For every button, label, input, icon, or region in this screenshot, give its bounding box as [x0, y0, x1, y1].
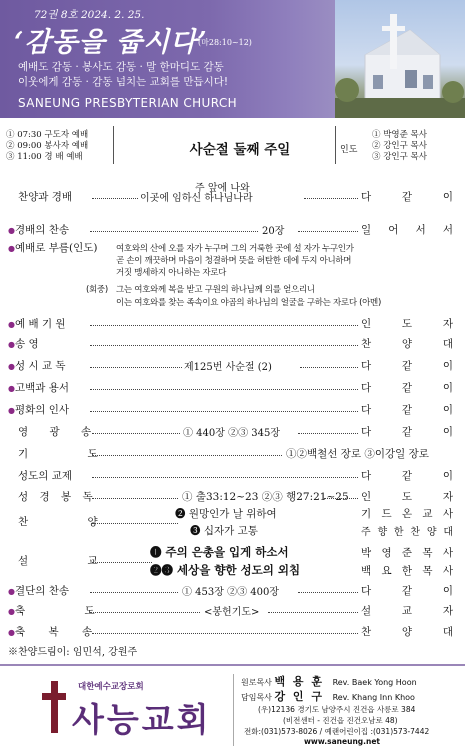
order-blessing-song — [8, 624, 456, 638]
bullet-icon: ● — [8, 244, 15, 253]
leader-dots — [90, 231, 258, 232]
divider — [335, 126, 336, 164]
senior-pastor — [241, 688, 415, 704]
order-performer: 다 같 이 — [361, 426, 453, 438]
pastor-role: 원로목사 — [241, 678, 272, 687]
bullet-icon: ● — [8, 362, 15, 371]
order-performer: 백 요 한 목 사 — [361, 565, 453, 577]
order-performer: 인 도 자 — [361, 491, 453, 503]
offering-prayer: <봉헌기도> — [204, 607, 260, 618]
leader-dots — [92, 498, 178, 499]
order-label: 성 경 봉 독 — [18, 491, 97, 503]
order-praise — [8, 189, 456, 203]
leader-dots — [92, 455, 282, 456]
order-performer: 주 향 한 찬 양 대 — [361, 527, 453, 538]
order-performer: 인 도 자 — [361, 318, 453, 330]
issue-info: 72권 8호 2024. 2. 25. — [34, 9, 145, 21]
order-label: 설 교 — [18, 555, 126, 567]
pastor-role: 담임목사 — [241, 693, 272, 702]
leader-dots — [92, 633, 358, 634]
church-website[interactable]: www.saneung.net — [304, 737, 381, 746]
order-doxology — [8, 336, 456, 350]
senior-pastor-emeritus — [241, 673, 417, 689]
praise-team-note: ※찬양드림이: 임민석, 강원주 — [8, 647, 138, 658]
anthem-2: ❸ 십자가 고통 — [190, 525, 258, 537]
sermon-title: 사순절 둘째 주일 — [189, 142, 291, 158]
leader-dots — [298, 592, 358, 593]
order-prayer — [8, 446, 456, 460]
anthem-performer-2 — [8, 523, 456, 537]
leader-dots — [90, 612, 200, 613]
leader-2: ② 강인구 목사 — [372, 141, 427, 151]
prayer-leaders: ①②백철선 장로 ③이강일 장로 — [286, 448, 429, 460]
pastor-english-name: Rev. Baek Yong Hoon — [332, 678, 417, 687]
leader-dots — [324, 498, 358, 499]
leader-dots — [90, 411, 358, 412]
leader-dots — [92, 477, 358, 478]
church-address: (우)12136 경기도 남양주시 진건읍 사릉로 384 — [258, 705, 416, 714]
motto-line-1: 예배도 감동 · 봉사도 감동 · 말 한마디도 감동 — [18, 61, 224, 73]
response-label: (회중) — [86, 285, 108, 295]
order-invocation — [8, 316, 456, 330]
order-label: 기 도 — [18, 448, 126, 460]
order-label: 성 시 교 독 — [14, 360, 66, 372]
pastor-english-name: Rev. Khang Inn Khoo — [332, 693, 415, 702]
bullet-icon: ● — [8, 607, 15, 616]
order-label: 축 복 송 — [14, 626, 103, 638]
sermon-2: ❷❸ 세상을 향한 성도의 외침 — [150, 563, 301, 577]
scripture-reference: ① 출33:12~23 ②③ 행27:21~25 — [182, 491, 349, 503]
response-text-1: 그는 여호와께 복을 받고 구원의 하나님께 의를 얻으리니 — [116, 285, 315, 295]
praise-song-2: 이곳에 임하신 하나님나라 — [140, 193, 253, 204]
pastor-name: 강 인 구 — [274, 690, 325, 703]
service-time-1: ① 07:30 구도자 예배 — [6, 130, 89, 140]
service-leaders — [372, 130, 427, 163]
service-times — [6, 130, 88, 163]
leader-dots — [90, 389, 358, 390]
response-text-2: 이는 여호와를 찾는 족속이요 야곱의 하나님의 얼굴을 구하는 자로다 (아멘) — [116, 298, 381, 308]
bullet-icon: ● — [8, 628, 15, 637]
leader-dots — [90, 325, 358, 326]
sermon-preacher-2 — [8, 563, 456, 577]
motto-reference: (마28:10~12) — [198, 38, 252, 47]
call-text-1: 여호와의 산에 오를 자가 누구며 그의 거룩한 곳에 설 자가 누구인가 — [116, 244, 354, 254]
service-time-2: ② 09:00 봉사자 예배 — [6, 141, 89, 151]
leader-dots — [298, 433, 358, 434]
order-label: 결단의 찬송 — [14, 585, 70, 597]
leader-1: ① 박영준 목사 — [372, 130, 427, 140]
hymn-number: 20장 — [262, 226, 285, 237]
motto-line-2: 이웃에게 감동 · 감동 넘치는 교회를 만듭시다! — [18, 76, 229, 88]
divider — [233, 674, 234, 746]
leader-3: ③ 강인구 목사 — [372, 152, 427, 162]
leader-dots — [304, 198, 358, 199]
leader-dots — [90, 592, 178, 593]
order-label: 송 영 — [14, 338, 39, 350]
order-label: 찬 양 — [18, 516, 126, 528]
church-phone: 전화:(031)573-8026 / 예랜어린이집 :(031)573-7442 — [244, 727, 430, 736]
order-label: 예 배 기 원 — [14, 318, 66, 330]
order-performer: 기 드 온 교 사 — [361, 508, 453, 520]
bullet-icon: ● — [8, 226, 15, 235]
praise-song-1: 주 앞에 나와 — [195, 183, 250, 194]
order-benediction — [8, 603, 456, 617]
church-photo — [335, 0, 465, 118]
order-peace-greeting — [8, 402, 456, 416]
bullet-icon: ● — [8, 587, 15, 596]
order-responsive-reading — [8, 358, 456, 372]
order-label: 축 도 — [14, 605, 123, 617]
order-performer: 설 교 자 — [361, 605, 453, 617]
order-performer: 다 같 이 — [361, 404, 453, 416]
order-performer: 다 같 이 — [361, 382, 453, 394]
vision-center-address: (비전센터 - 진건읍 진건오남로 48) — [283, 716, 398, 725]
denomination: 대한예수교장로회 — [78, 682, 144, 692]
church-name: 사능교회 — [72, 700, 212, 739]
order-performer: 다 같 이 — [361, 585, 453, 597]
leader-dots — [90, 367, 182, 368]
bulletin-motto: ‘감동을 줍시다’ — [14, 27, 208, 58]
service-time-3: ③ 11:00 경 배 예배 — [6, 152, 83, 162]
leader-dots — [92, 433, 180, 434]
order-performer: 다 같 이 — [361, 360, 453, 372]
church-english-name: SANEUNG PRESBYTERIAN CHURCH — [18, 96, 238, 110]
cross-logo-icon — [42, 681, 66, 733]
leader-dots — [268, 612, 358, 613]
divider — [113, 126, 114, 164]
closing-hymns: ① 453장 ②③ 400장 — [182, 587, 280, 598]
order-performer: 찬 양 대 — [361, 338, 453, 350]
leader-dots — [92, 198, 138, 199]
bullet-icon: ● — [8, 406, 15, 415]
call-text-3: 거짓 맹세하지 아니하는 자로다 — [116, 268, 227, 278]
leader-dots — [90, 345, 358, 346]
order-performer: 찬 양 대 — [361, 626, 453, 638]
order-performer: 다 같 이 — [361, 191, 453, 203]
order-label: 찬양과 경배 — [18, 191, 73, 203]
bullet-icon: ● — [8, 340, 15, 349]
leader-label: 인도 — [340, 145, 358, 155]
order-fellowship — [8, 468, 456, 482]
leader-dots — [298, 231, 358, 232]
order-label: 영 광 송 — [18, 426, 101, 438]
order-performer: 박 영 준 목 사 — [361, 547, 453, 559]
leader-dots — [300, 367, 358, 368]
order-performer: 다 같 이 — [361, 470, 453, 482]
pastor-name: 백 용 훈 — [274, 675, 325, 688]
order-confession — [8, 380, 456, 394]
anthem-1: ❷ 원망인가 날 위하여 — [175, 508, 277, 520]
order-gloria — [8, 424, 456, 438]
order-performer: 일 어 서 서 — [361, 224, 453, 236]
bullet-icon: ● — [8, 320, 15, 329]
order-label: 고백과 용서 — [14, 382, 70, 394]
order-scripture — [8, 489, 456, 503]
header-banner — [0, 0, 465, 118]
bullet-icon: ● — [8, 384, 15, 393]
order-label: 경배의 찬송 — [14, 224, 70, 236]
order-label: 예배로 부름(인도) — [14, 242, 98, 254]
order-label: 성도의 교제 — [18, 470, 73, 482]
order-label: 평화의 인사 — [14, 404, 70, 416]
call-text-2: 곧 손이 깨끗하며 마음이 청결하며 뜻을 허탄한 데에 두지 아니하며 — [116, 256, 352, 266]
gloria-hymns: ① 440장 ②③ 345장 — [183, 428, 281, 439]
sermon-1: ❶ 주의 은총을 입게 하소서 — [150, 545, 289, 559]
order-hymn-worship — [8, 222, 456, 236]
reading-number: 제125번 사순절 (2) — [184, 362, 272, 373]
order-closing-hymn — [8, 583, 456, 597]
